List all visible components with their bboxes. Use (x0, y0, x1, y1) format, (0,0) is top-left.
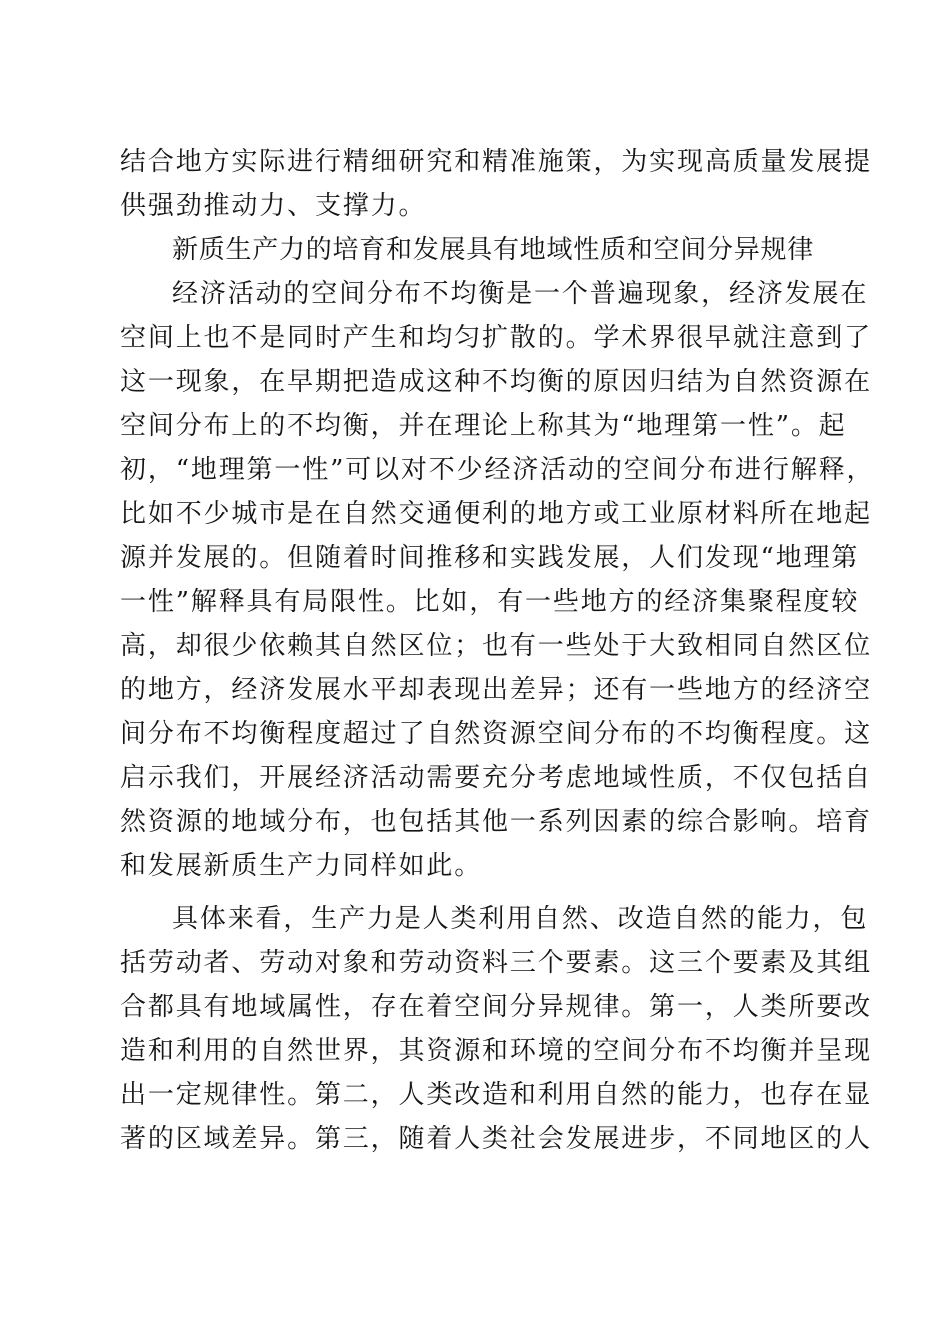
text-line: 供强劲推动力、支撑力。 (120, 191, 427, 221)
text-line: 启示我们，开展经济活动需要充分考虑地域性质，不仅包括自 (120, 763, 872, 793)
text-line: 初，“地理第一性”可以对不少经济活动的空间分布进行解释， (120, 455, 875, 485)
text-line: 这一现象，在早期把造成这种不均衡的原因归结为自然资源在 (120, 367, 872, 397)
text-line: 的地方，经济发展水平却表现出差异；还有一些地方的经济空 (120, 675, 872, 705)
text-line: 具体来看，生产力是人类利用自然、改造自然的能力，包 (172, 904, 869, 934)
text-line: 和发展新质生产力同样如此。 (120, 851, 483, 881)
text-line: 括劳动者、劳动对象和劳动资料三个要素。这三个要素及其组 (120, 948, 872, 978)
text-line: 著的区域差异。第三，随着人类社会发展进步，不同地区的人 (120, 1124, 872, 1154)
text-line: 空间分布上的不均衡，并在理论上称其为“地理第一性”。起 (120, 411, 847, 441)
text-line: 造和利用的自然世界，其资源和环境的空间分布不均衡并呈现 (120, 1036, 872, 1066)
text-line: 一性”解释具有局限性。比如，有一些地方的经济集聚程度较 (120, 587, 860, 617)
section-heading: 新质生产力的培育和发展具有地域性质和空间分异规律 (172, 235, 815, 265)
text-line: 间分布不均衡程度超过了自然资源空间分布的不均衡程度。这 (120, 719, 872, 749)
text-line: 空间上也不是同时产生和均匀扩散的。学术界很早就注意到了 (120, 323, 872, 353)
text-line: 然资源的地域分布，也包括其他一系列因素的综合影响。培育 (120, 807, 872, 837)
text-line: 源并发展的。但随着时间推移和实践发展，人们发现“地理第 (120, 543, 860, 573)
text-line: 结合地方实际进行精细研究和精准施策，为实现高质量发展提 (120, 147, 872, 177)
text-line: 经济活动的空间分布不均衡是一个普遍现象，经济发展在 (172, 279, 869, 309)
text-line: 合都具有地域属性，存在着空间分异规律。第一，人类所要改 (120, 992, 872, 1022)
text-line: 高，却很少依赖其自然区位；也有一些处于大致相同自然区位 (120, 631, 872, 661)
text-line: 出一定规律性。第二，人类改造和利用自然的能力，也存在显 (120, 1080, 872, 1110)
text-line: 比如不少城市是在自然交通便利的地方或工业原材料所在地起 (120, 499, 872, 529)
